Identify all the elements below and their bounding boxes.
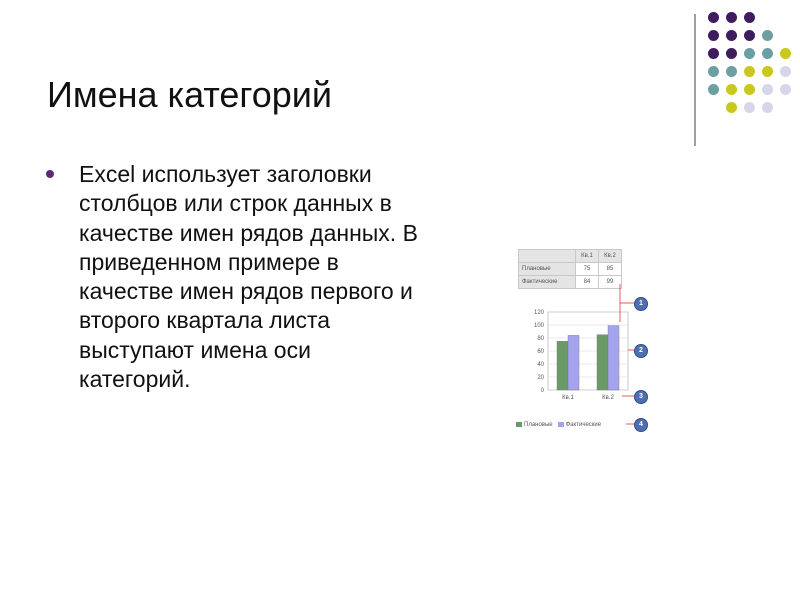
bullet-list bbox=[46, 160, 416, 394]
decor-dot bbox=[762, 102, 773, 113]
decor-dot bbox=[708, 30, 719, 41]
y-tick-label: 60 bbox=[537, 349, 544, 355]
callout-badge-1: 1 bbox=[634, 297, 648, 311]
bullet-dot bbox=[46, 170, 54, 178]
decor-dot bbox=[726, 102, 737, 113]
decor-dot bbox=[780, 48, 791, 59]
decor-dot bbox=[726, 84, 737, 95]
row-name: Плановые bbox=[519, 263, 576, 276]
decor-dot bbox=[744, 84, 755, 95]
legend-label-actual: Фактические bbox=[565, 422, 602, 429]
chart-legend bbox=[516, 422, 601, 428]
cell: 85 bbox=[599, 263, 622, 276]
cell: 84 bbox=[576, 276, 599, 289]
legend-swatch-planned bbox=[516, 422, 522, 427]
legend-label-planned: Плановые bbox=[524, 422, 553, 429]
decor-dot bbox=[762, 66, 773, 77]
bar bbox=[597, 335, 608, 390]
y-tick-label: 80 bbox=[537, 336, 544, 342]
decor-dot bbox=[780, 66, 791, 77]
slide-title: Имена категорий bbox=[47, 74, 333, 115]
bullet-text: Excel использует заголовки столбцов или строк данных в качестве имен рядов данных. В приведенном примере в качестве имен рядов первого и второго квартала листа выступают имена оси категорий. bbox=[79, 161, 418, 393]
x-tick-label: Кв.1 bbox=[562, 395, 574, 401]
decor-dot bbox=[708, 12, 719, 23]
y-tick-label: 40 bbox=[537, 362, 544, 368]
y-tick-label: 20 bbox=[537, 375, 544, 381]
decor-dot bbox=[726, 12, 737, 23]
cell: 75 bbox=[576, 263, 599, 276]
row-name: Фактические bbox=[519, 276, 576, 289]
decor-dot bbox=[744, 12, 755, 23]
decor-dot bbox=[726, 30, 737, 41]
callout-badge-2: 2 bbox=[634, 344, 648, 358]
decor-dot bbox=[726, 48, 737, 59]
decor-dot bbox=[744, 102, 755, 113]
bar bbox=[608, 326, 619, 390]
decor-dot bbox=[708, 48, 719, 59]
bar-chart bbox=[510, 244, 660, 434]
decor-dot bbox=[744, 30, 755, 41]
decor-dot bbox=[744, 66, 755, 77]
table-header-q2: Кв.2 bbox=[599, 250, 622, 263]
decor-dot bbox=[708, 66, 719, 77]
bar bbox=[557, 341, 568, 390]
decor-dot bbox=[762, 48, 773, 59]
y-tick-label: 100 bbox=[533, 323, 544, 329]
decor-dot bbox=[726, 66, 737, 77]
decor-dot bbox=[762, 30, 773, 41]
table-header-q1: Кв.1 bbox=[576, 250, 599, 263]
decor-dot bbox=[708, 84, 719, 95]
bar bbox=[568, 335, 579, 390]
cell: 99 bbox=[599, 276, 622, 289]
chart-figure bbox=[510, 244, 660, 434]
decor-dot bbox=[780, 84, 791, 95]
y-tick-label: 120 bbox=[533, 310, 544, 316]
y-tick-label: 0 bbox=[540, 388, 544, 394]
callout-badge-4: 4 bbox=[634, 418, 648, 432]
callout-badge-3: 3 bbox=[634, 390, 648, 404]
legend-swatch-actual bbox=[558, 422, 564, 427]
decor-dot bbox=[744, 48, 755, 59]
x-tick-label: Кв.2 bbox=[602, 395, 614, 401]
decor-divider bbox=[694, 14, 696, 146]
decor-dot bbox=[762, 84, 773, 95]
